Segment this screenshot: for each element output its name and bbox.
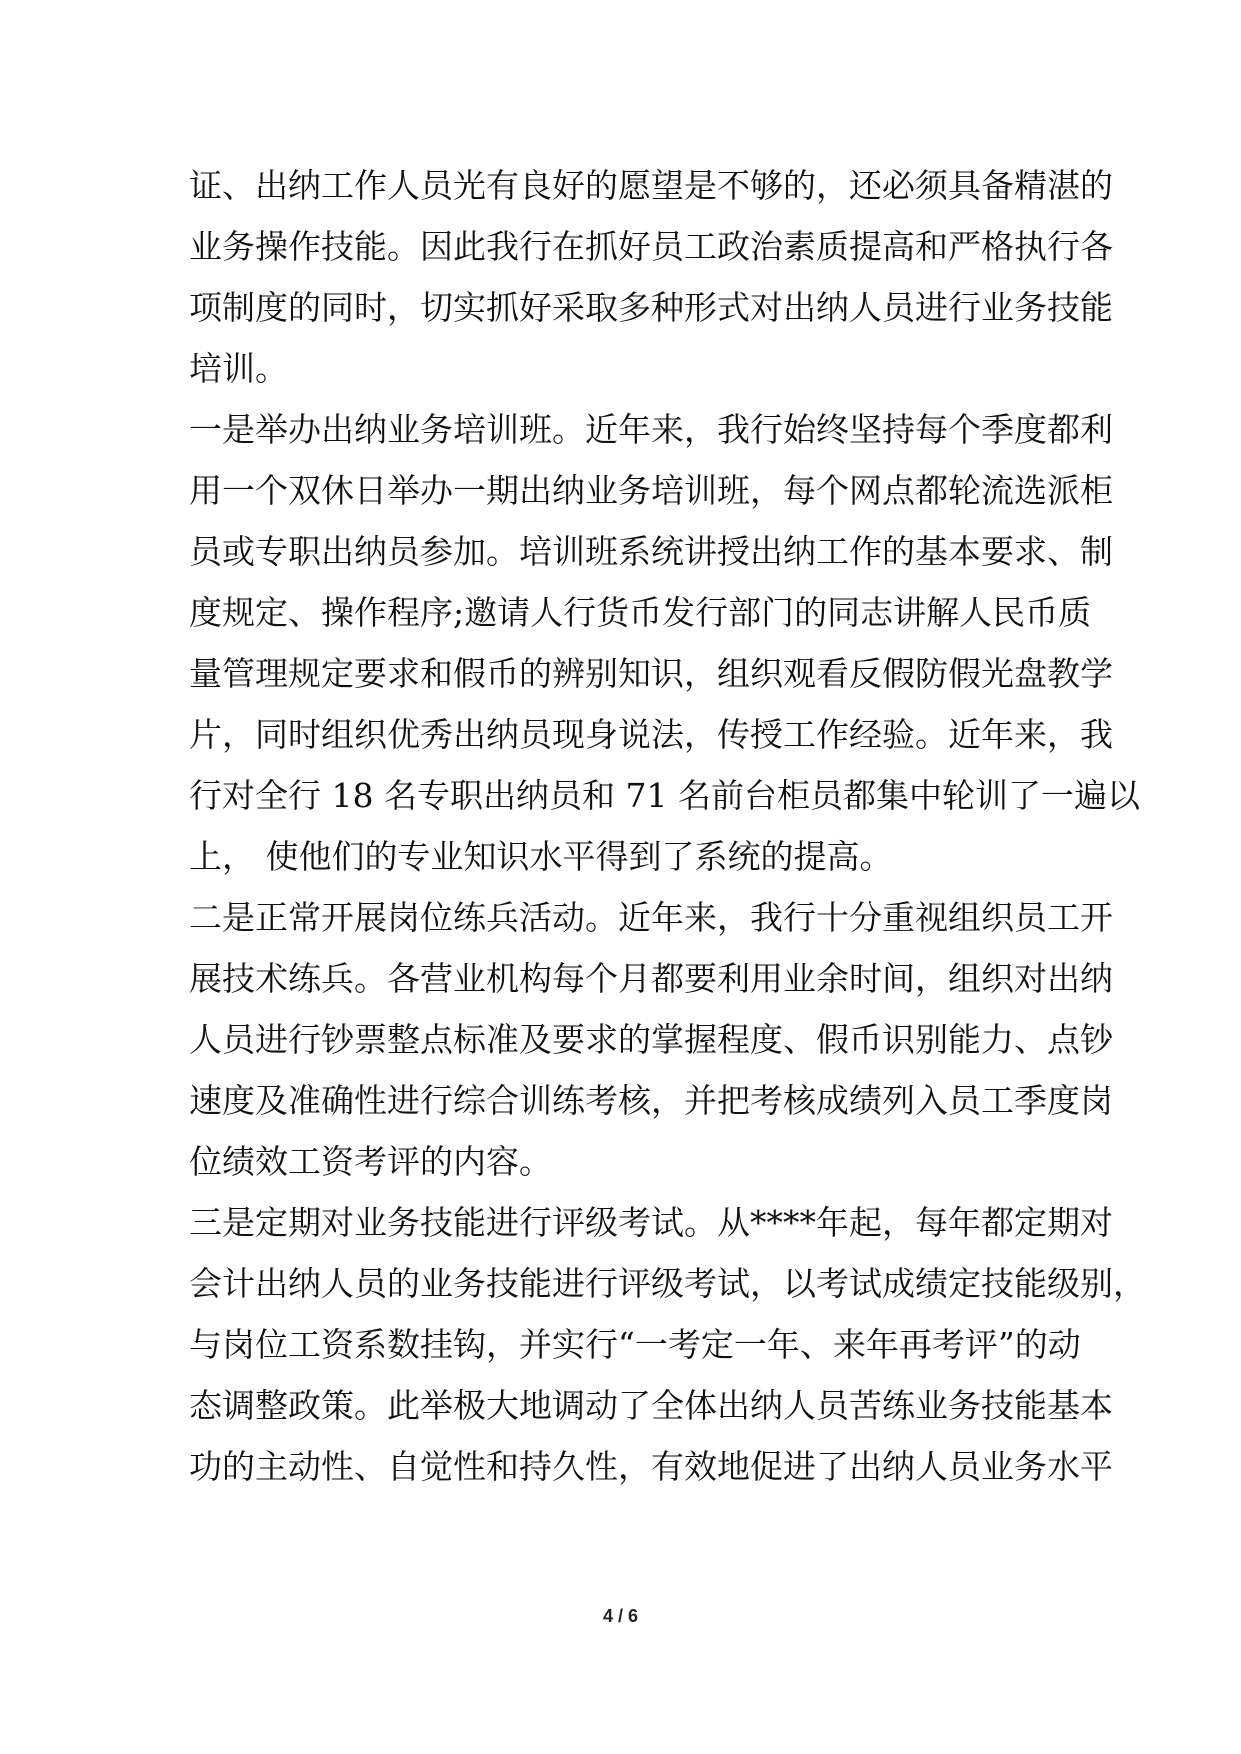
- text-line: 二是正常开展岗位练兵活动。近年来，我行十分重视组织员工开: [189, 898, 1113, 937]
- text-line: 培训。: [189, 349, 288, 388]
- text-line: 证、出纳工作人员光有良好的愿望是不够的，还必须具备精湛的: [189, 166, 1113, 205]
- text-line: 功的主动性、自觉性和持久性，有效地促进了出纳人员业务水平: [189, 1447, 1113, 1486]
- text-line: 人员进行钞票整点标准及要求的掌握程度、假币识别能力、点钞: [189, 1020, 1113, 1059]
- text-line: 三是定期对业务技能进行评级考试。从****年起，每年都定期对: [189, 1203, 1113, 1242]
- text-line: 行对全行 18 名专职出纳员和 71 名前台柜员都集中轮训了一遍以: [189, 776, 1140, 815]
- page-number: 4 / 6: [602, 1606, 639, 1626]
- text-line: 上， 使他们的专业知识水平得到了系统的提高。: [189, 837, 893, 876]
- text-line: 速度及准确性进行综合训练考核，并把考核成绩列入员工季度岗: [189, 1081, 1113, 1120]
- text-line: 用一个双休日举办一期出纳业务培训班，每个网点都轮流选派柜: [189, 471, 1113, 510]
- text-line: 员或专职出纳员参加。培训班系统讲授出纳工作的基本要求、制: [189, 532, 1113, 571]
- body-text: [189, 155, 1146, 1497]
- text-line: 一是举办出纳业务培训班。近年来，我行始终坚持每个季度都利: [189, 410, 1113, 449]
- text-line: 位绩效工资考评的内容。: [189, 1142, 552, 1181]
- text-line: 业务操作技能。因此我行在抓好员工政治素质提高和严格执行各: [189, 227, 1113, 266]
- text-line: 会计出纳人员的业务技能进行评级考试，以考试成绩定技能级别，: [189, 1264, 1146, 1303]
- text-line: 量管理规定要求和假币的辨别知识，组织观看反假防假光盘教学: [189, 654, 1113, 693]
- text-line: 态调整政策。此举极大地调动了全体出纳人员苦练业务技能基本: [189, 1386, 1113, 1425]
- text-line: 度规定、操作程序;邀请人行货币发行部门的同志讲解人民币质: [189, 593, 1092, 632]
- text-line: 片，同时组织优秀出纳员现身说法，传授工作经验。近年来，我: [189, 715, 1113, 754]
- text-line: 展技术练兵。各营业机构每个月都要利用业余时间，组织对出纳: [189, 959, 1113, 998]
- text-line: 与岗位工资系数挂钩，并实行“一考定一年、来年再考评”的动: [189, 1325, 1081, 1364]
- text-line: 项制度的同时，切实抓好采取多种形式对出纳人员进行业务技能: [189, 288, 1113, 327]
